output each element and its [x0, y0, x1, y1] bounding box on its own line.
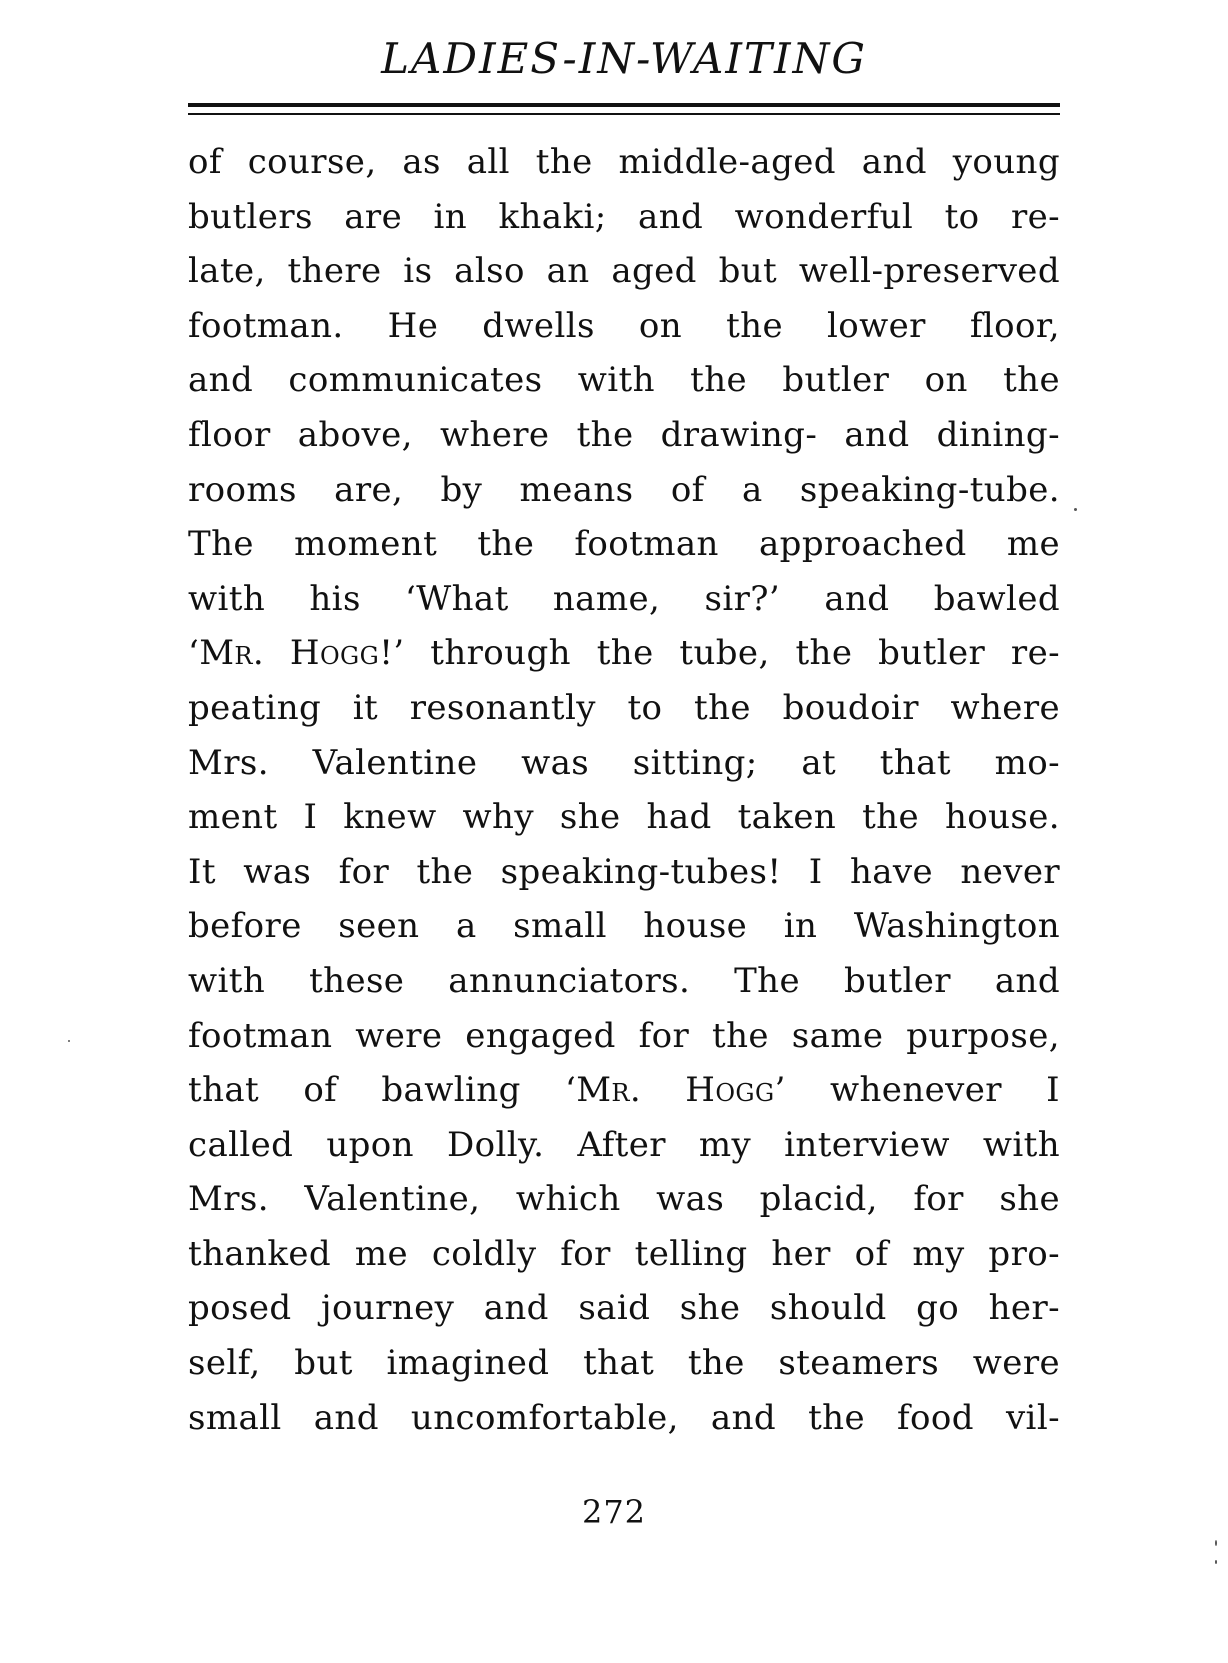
text-line: self, but imagined that the steamers were [188, 1343, 1060, 1384]
text-line [188, 1063, 1060, 1118]
running-head-title: LADIES-IN-WAITING [381, 34, 867, 83]
small-caps-name: Mr. Hogg [576, 1070, 775, 1111]
text-run: !’ through the tube, the butler re- [379, 633, 1060, 674]
text-run: ‘ [188, 633, 200, 674]
text-line: with these annunciators. The butler and [188, 960, 1060, 1001]
text-line: before seen a small house in Washington [188, 906, 1060, 947]
text-run: that of bawling ‘ [188, 1070, 577, 1111]
scan-speck [1215, 1540, 1217, 1546]
text-line: posed journey and said she should go her- [188, 1288, 1060, 1329]
text-line: thanked me coldly for telling her of my pro- [188, 1233, 1060, 1274]
text-line: small and uncomfortable, and the food vil- [188, 1397, 1060, 1438]
page-number: 272 [581, 1493, 647, 1531]
text-line: Mrs. Valentine, which was placid, for she [188, 1179, 1060, 1220]
text-line: footman were engaged for the same purpose, [188, 1015, 1060, 1056]
text-line: called upon Dolly. After my interview with [188, 1124, 1060, 1165]
text-line: footman. He dwells on the lower floor, [188, 305, 1060, 346]
scan-speck [1074, 508, 1077, 511]
text-line: of course, as all the middle-aged and young [188, 142, 1060, 182]
text-line: late, there is also an aged but well-preserved [188, 251, 1060, 292]
header-rule-thick [188, 103, 1060, 107]
text-line: and communicates with the butler on the [188, 360, 1060, 401]
scan-speck [1215, 1560, 1217, 1564]
small-caps-name: Mr. Hogg [199, 633, 380, 674]
text-line: ment I knew why she had taken the house. [188, 797, 1060, 838]
text-line: rooms are, by means of a speaking-tube. [188, 469, 1060, 510]
body-text [188, 135, 1060, 1445]
scan-speck [68, 1040, 70, 1042]
text-line: floor above, where the drawing- and dining- [188, 414, 1060, 455]
text-line: butlers are in khaki; and wonderful to re- [188, 196, 1060, 237]
header-rule-thin [188, 113, 1060, 115]
text-line: The moment the footman approached me [188, 524, 1060, 565]
text-line: with his ‘What name, sir?’ and bawled [188, 578, 1060, 619]
text-run: ’ whenever I [774, 1070, 1060, 1111]
text-line: Mrs. Valentine was sitting; at that mo- [188, 742, 1060, 783]
text-line [188, 626, 1060, 681]
text-line: peating it resonantly to the boudoir where [188, 687, 1060, 728]
text-line: It was for the speaking-tubes! I have never [188, 851, 1060, 892]
